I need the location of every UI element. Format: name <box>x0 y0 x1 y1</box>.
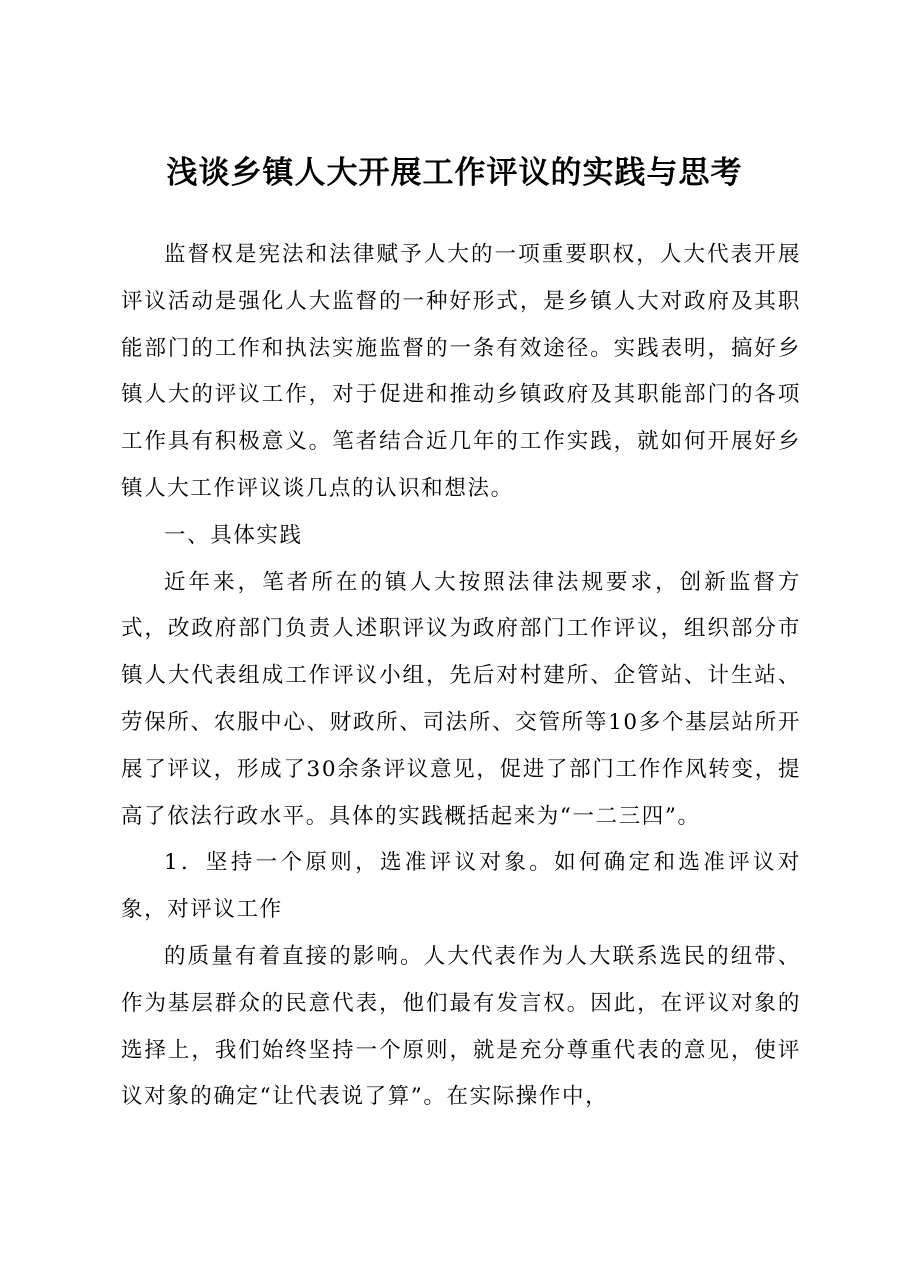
paragraph-intro: 监督权是宪法和法律赋予人大的一项重要职权，人大代表开展评议活动是强化人大监督的一种好形式，是乡镇人大对政府及其职能部门的工作和执法实施监督的一条有效途径。实践表明，搞好乡镇人大的评议工作，对于促进和推动乡镇政府及其职能部门的各项工作具有积极意义。笔者结合近几年的工作实践，就如何开展好乡镇人大工作评议谈几点的认识和想法。 <box>121 242 801 501</box>
document-body <box>121 232 801 1121</box>
paragraph-practice-overview: 近年来，笔者所在的镇人大按照法律法规要求，创新监督方式，改政府部门负责人述职评议为政府部门工作评议，组织部分市镇人大代表组成工作评议小组，先后对村建所、企管站、计生站、劳保所、农服中心、财政所、司法所、交管所等10多个基层站所开展了评议，形成了30余条评议意见，促进了部门工作作风转变，提高了依法行政水平。具体的实践概括起来为“一二三四”。 <box>121 569 801 829</box>
paragraph-principle-detail: 的质量有着直接的影响。人大代表作为人大联系选民的纽带、作为基层群众的民意代表，他们最有发言权。因此，在评议对象的选择上，我们始终坚持一个原则，就是充分尊重代表的意见，使评议对象的确定“让代表说了算”。在实际操作中， <box>121 943 801 1110</box>
paragraph-principle-heading: 1．坚持一个原则，选准评议对象。如何确定和选准评议对象，对评议工作 <box>121 850 801 923</box>
document-title: 浅谈乡镇人大开展工作评议的实践与思考 <box>166 155 743 191</box>
section-heading-practice: 一、具体实践 <box>164 522 303 548</box>
